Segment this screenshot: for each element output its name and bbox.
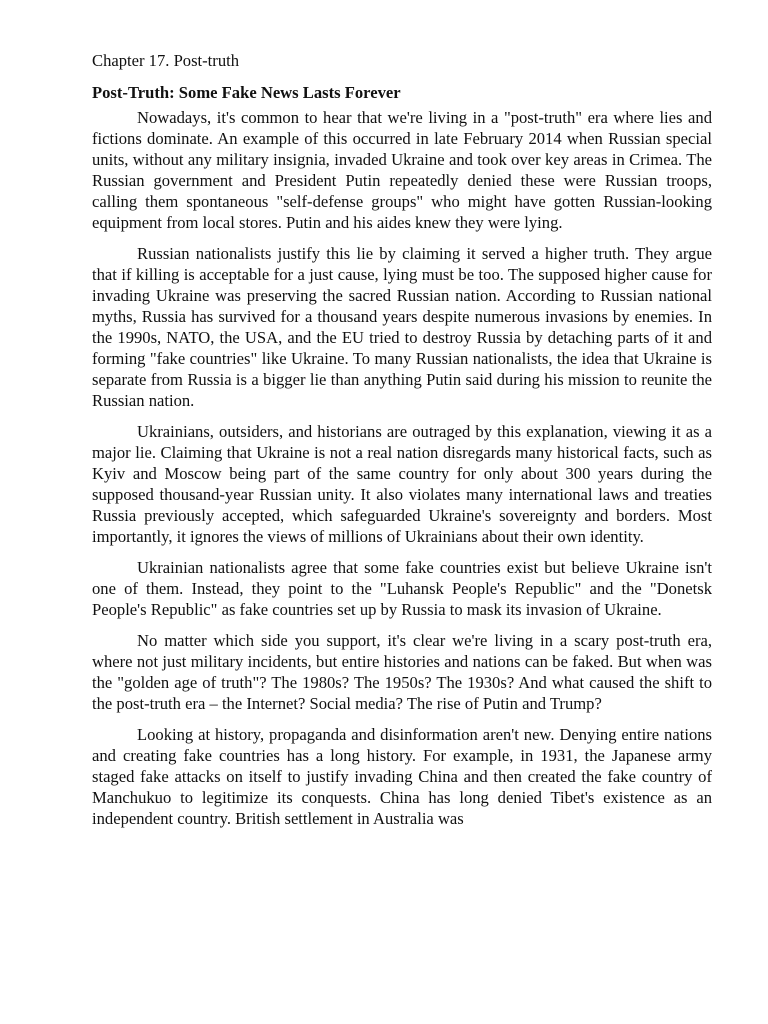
section-title: Post-Truth: Some Fake News Lasts Forever	[92, 83, 401, 102]
paragraph-2: Russian nationalists justify this lie by claiming it served a higher truth. They argue that if killing is acceptable for a just cause, lying must be too. The supposed higher cause for invading Ukraine was preserving the sacred Russian nation. According to Russian national myths, Russia has survived for a thousand years despite numerous invasions by enemies. In the 1990s, NATO, the USA, and the EU tried to destroy Russia by detaching parts of it and forming "fake countries" like Ukraine. To many Russian nationalists, the idea that Ukraine is separate from Russia is a bigger lie than anything Putin said during his mission to reunite the Russian nation.	[92, 244, 712, 410]
chapter-label: Chapter 17. Post-truth	[92, 51, 240, 70]
paragraph-3: Ukrainians, outsiders, and historians are outraged by this explanation, viewing it as a major lie. Claiming that Ukraine is not a real nation disregards many historical facts, such as Kyiv and Moscow being part of the same country for only about 300 years during the supposed thousand-year Russian unity. It also violates many international laws and treaties Russia previously accepted, which safeguarded Ukraine's sovereignty and borders. Most importantly, it ignores the views of millions of Ukrainians about their own identity.	[92, 422, 712, 546]
document-page	[92, 50, 712, 839]
paragraph-4: Ukrainian nationalists agree that some fake countries exist but believe Ukraine isn't one of them. Instead, they point to the "Luhansk People's Republic" and the "Donetsk People's Republic" as fake countries set up by Russia to mask its invasion of Ukraine.	[92, 558, 712, 619]
paragraph-6: Looking at history, propaganda and disinformation aren't new. Denying entire nations and creating fake countries has a long history. For example, in 1931, the Japanese army staged fake attacks on itself to justify invading China and then created the fake country of Manchukuo to legitimize its conquests. China has long denied Tibet's existence as an independent country. British settlement in Australia was	[92, 725, 712, 828]
paragraph-5: No matter which side you support, it's clear we're living in a scary post-truth era, where not just military incidents, but entire histories and nations can be faked. But when was the "golden age of truth"? The 1980s? The 1950s? The 1930s? And what caused the shift to the post-truth era – the Internet? Social media? The rise of Putin and Trump?	[92, 631, 712, 713]
paragraph-1: Nowadays, it's common to hear that we're living in a "post-truth" era where lies and fictions dominate. An example of this occurred in late February 2014 when Russian special units, without any military insignia, invaded Ukraine and took over key areas in Crimea. The Russian government and President Putin repeatedly denied these were Russian troops, calling them spontaneous "self-defense groups" who might have gotten Russian-looking equipment from local stores. Putin and his aides knew they were lying.	[92, 108, 712, 232]
